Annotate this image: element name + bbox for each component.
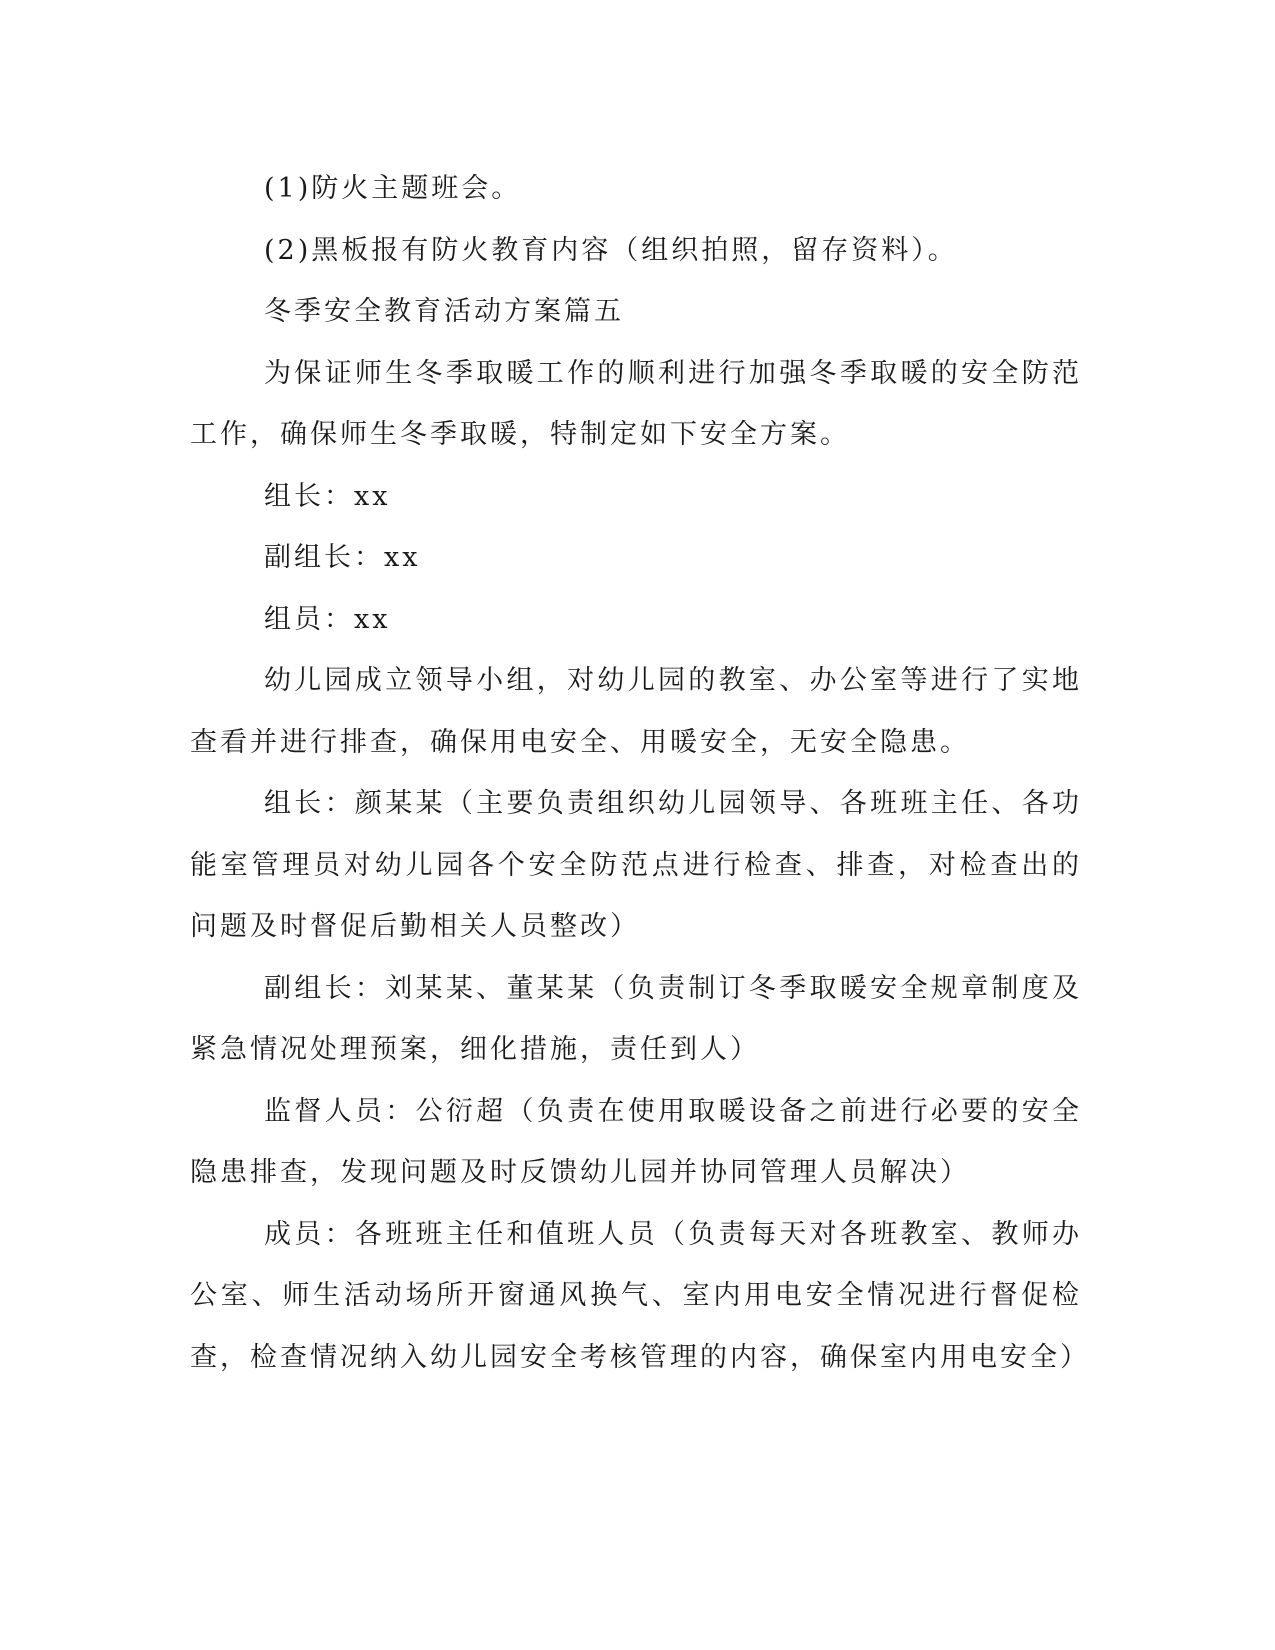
paragraph-supervisor-duty: 监督人员：公衍超（负责在使用取暖设备之前进行必要的安全隐患排查，发现问题及时反馈幼儿园并协同管理人员解决） — [190, 1095, 1082, 1188]
paragraph-members: 组员：xx — [264, 603, 391, 635]
paragraph-intro: 为保证师生冬季取暖工作的顺利进行加强冬季取暖的安全防范工作，确保师生冬季取暖，特制定如下安全方案。 — [190, 357, 1082, 450]
section-heading: 冬季安全教育活动方案篇五 — [264, 296, 624, 327]
paragraph-leader: 组长：xx — [264, 480, 391, 512]
paragraph-deputy-leader: 副组长：xx — [264, 542, 421, 573]
paragraph-member-duty: 成员：各班班主任和值班人员（负责每天对各班教室、教师办公室、师生活动场所开窗通风换气、室内用电安全情况进行督促检查，检查情况纳入幼儿园安全考核管理的内容，确保室内用电安全） — [190, 1218, 1090, 1373]
paragraph-item-1: (1)防火主题班会。 — [264, 173, 522, 204]
document-body — [190, 158, 1090, 1388]
paragraph-deputy-duty: 副组长：刘某某、董某某（负责制订冬季取暖安全规章制度及紧急情况处理预案，细化措施，责任到人） — [190, 972, 1082, 1065]
paragraph-leader-duty: 组长：颜某某（主要负责组织幼儿园领导、各班班主任、各功能室管理员对幼儿园各个安全防范点进行检查、排查，对检查出的问题及时督促后勤相关人员整改） — [190, 788, 1082, 942]
paragraph-leading-group: 幼儿园成立领导小组，对幼儿园的教室、办公室等进行了实地查看并进行排查，确保用电安全、用暖安全，无安全隐患。 — [190, 665, 1082, 758]
paragraph-item-2: (2)黑板报有防火教育内容（组织拍照，留存资料）。 — [264, 234, 958, 266]
